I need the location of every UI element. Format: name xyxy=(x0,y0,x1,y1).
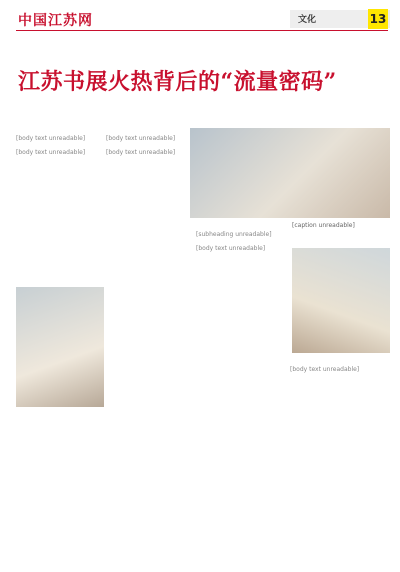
page-number: 13 xyxy=(368,9,388,29)
photo-caption: [caption unreadable] xyxy=(292,222,355,229)
body-placeholder: [body text unreadable] xyxy=(106,149,176,156)
header-rule xyxy=(16,30,388,31)
article-photo-3 xyxy=(292,248,390,353)
body-placeholder: [body text unreadable] xyxy=(290,366,360,373)
newspaper-logo: 中国江苏网 xyxy=(18,13,93,29)
article-photo-1 xyxy=(16,287,104,407)
article-photo-2 xyxy=(190,128,390,218)
article-column-3 xyxy=(196,230,282,555)
page-title: 江苏书展火热背后的“流量密码” xyxy=(18,69,337,95)
subhead-placeholder: [subheading unreadable] xyxy=(196,231,272,238)
body-placeholder: [body text unreadable] xyxy=(106,135,176,142)
body-placeholder: [body text unreadable] xyxy=(196,245,266,252)
article-column-4 xyxy=(290,365,376,555)
page-header xyxy=(0,0,400,52)
section-label: 文化 xyxy=(298,15,317,25)
body-placeholder: [body text unreadable] xyxy=(16,149,86,156)
article-column-2 xyxy=(106,134,192,554)
body-placeholder: [body text unreadable] xyxy=(16,135,86,142)
